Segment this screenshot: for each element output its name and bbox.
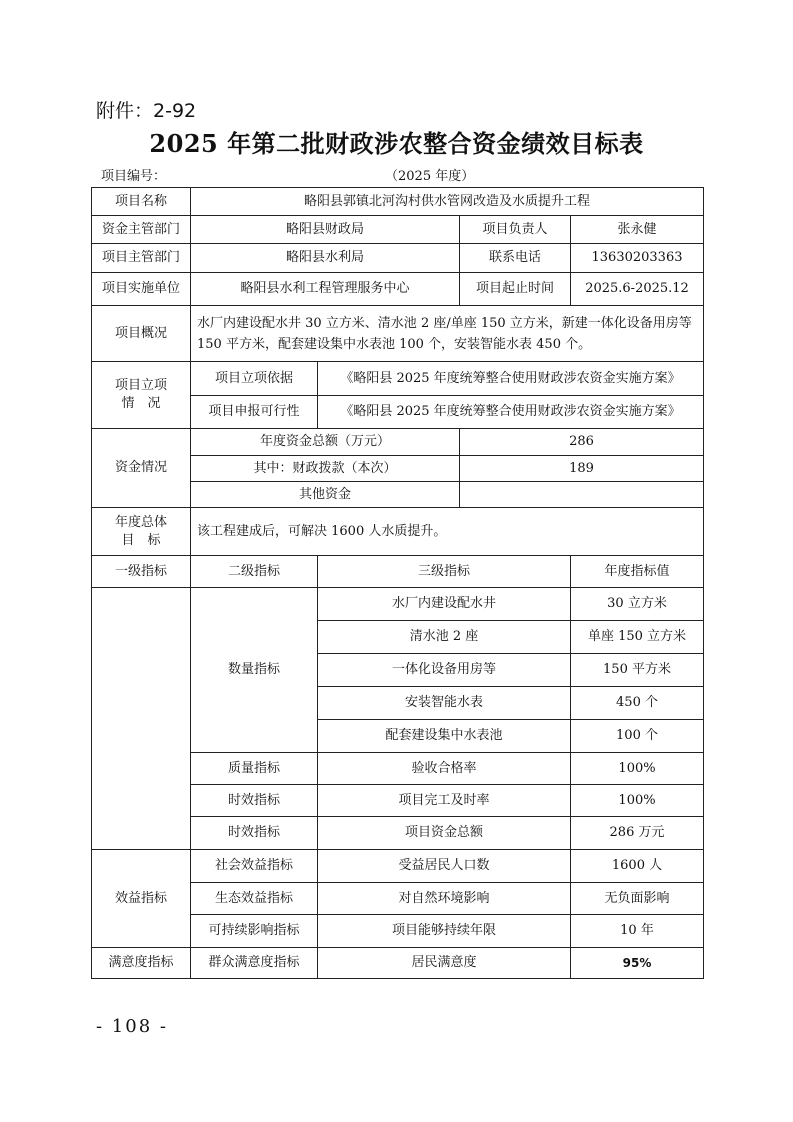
attachment-label: 附件：2-92 — [96, 100, 197, 122]
indicator-value: 单座 150 立方米 — [571, 621, 704, 654]
ecological-benefit-label: 生态效益指标 — [191, 883, 318, 915]
header-level3: 三级指标 — [318, 556, 571, 588]
benefit-indicator-label: 效益指标 — [92, 850, 191, 948]
leader-label: 项目负责人 — [460, 216, 571, 244]
table-row — [92, 306, 704, 362]
table-row — [92, 850, 704, 883]
indicator-name: 居民满意度 — [318, 948, 571, 979]
table-row — [92, 216, 704, 244]
approval-label-line2: 情 况 — [121, 396, 161, 411]
indicator-value: 150 平方米 — [571, 654, 704, 687]
indicator-value: 10 年 — [571, 915, 704, 948]
feasibility-value: 《略阳县 2025 年度统筹整合使用财政涉农资金实施方案》 — [318, 396, 704, 429]
phone-label: 联系电话 — [460, 244, 571, 273]
indicator-name: 项目完工及时率 — [318, 785, 571, 817]
page-number: - 108 - — [96, 1016, 168, 1037]
header-value: 年度指标值 — [571, 556, 704, 588]
goal-label-line2: 目 标 — [121, 532, 161, 548]
table-row — [92, 429, 704, 456]
indicator-name: 对自然环境影响 — [318, 883, 571, 915]
phone-value: 13630203363 — [571, 244, 704, 273]
sustainable-impact-label: 可持续影响指标 — [191, 915, 318, 948]
social-benefit-label: 社会效益指标 — [191, 850, 318, 883]
indicator-name: 水厂内建设配水井 — [318, 588, 571, 621]
impl-unit-value: 略阳县水利工程管理服务中心 — [191, 273, 460, 306]
indicator-name: 清水池 2 座 — [318, 621, 571, 654]
project-name-label: 项目名称 — [92, 188, 191, 216]
project-code-label: 项目编号： — [101, 169, 167, 184]
annual-total-label: 年度资金总额（万元） — [191, 429, 460, 456]
goal-label-line1: 年度总体 — [114, 514, 167, 530]
goal-value: 该工程建成后，可解决 1600 人水质提升。 — [191, 508, 704, 556]
quantity-indicator-label: 数量指标 — [191, 588, 318, 753]
indicator-name: 验收合格率 — [318, 753, 571, 785]
indicator-value: 无负面影响 — [571, 883, 704, 915]
approval-basis-value: 《略阳县 2025 年度统筹整合使用财政涉农资金实施方案》 — [318, 362, 704, 396]
indicator-name: 一体化设备用房等 — [318, 654, 571, 687]
table-row — [92, 588, 704, 621]
satisfaction-indicator-label: 满意度指标 — [92, 948, 191, 979]
indicator-value: 286 万元 — [571, 817, 704, 850]
indicator-name: 项目资金总额 — [318, 817, 571, 850]
table-row — [92, 508, 704, 556]
impl-unit-label: 项目实施单位 — [92, 273, 191, 306]
indicator-value: 1600 人 — [571, 850, 704, 883]
timeliness-indicator-label: 时效指标 — [191, 785, 318, 817]
fiscal-value: 189 — [460, 456, 704, 482]
overview-value: 水厂内建设配水井 30 立方米、清水池 2 座/单座 150 立方米，新建一体化设备用房等 150 平方米，配套建设集中水表池 100 个，安装智能水表 450 个。 — [191, 306, 704, 362]
project-dept-label: 项目主管部门 — [92, 244, 191, 273]
project-name-value: 略阳县郭镇北河沟村供水管网改造及水质提升工程 — [191, 188, 704, 216]
indicator-value: 450 个 — [571, 687, 704, 720]
header-level2: 二级指标 — [191, 556, 318, 588]
annual-total-value: 286 — [460, 429, 704, 456]
indicator-header-row — [92, 556, 704, 588]
indicator-name: 项目能够持续年限 — [318, 915, 571, 948]
funds-label: 资金情况 — [92, 429, 191, 508]
indicator-value: 100% — [571, 753, 704, 785]
period-value: 2025.6-2025.12 — [571, 273, 704, 306]
indicator-name: 安装智能水表 — [318, 687, 571, 720]
goal-label — [92, 508, 191, 556]
approval-label-line1: 项目立项 — [114, 378, 167, 393]
indicator-value: 95% — [571, 948, 704, 979]
timeliness-indicator-label: 时效指标 — [191, 817, 318, 850]
approval-label — [92, 362, 191, 429]
fund-dept-label: 资金主管部门 — [92, 216, 191, 244]
indicator-name: 配套建设集中水表池 — [318, 720, 571, 753]
performance-table — [91, 187, 704, 979]
leader-value: 张永健 — [571, 216, 704, 244]
table-row — [92, 188, 704, 216]
fund-dept-value: 略阳县财政局 — [191, 216, 460, 244]
public-satisfaction-label: 群众满意度指标 — [191, 948, 318, 979]
table-row — [92, 362, 704, 396]
indicator-value: 30 立方米 — [571, 588, 704, 621]
table-row — [92, 948, 704, 979]
quality-indicator-label: 质量指标 — [191, 753, 318, 785]
other-funds-value — [460, 482, 704, 508]
indicator-value: 100 个 — [571, 720, 704, 753]
year-label: （2025 年度） — [385, 169, 475, 184]
project-dept-value: 略阳县水利局 — [191, 244, 460, 273]
output-indicator-cell — [92, 588, 191, 850]
indicator-value: 100% — [571, 785, 704, 817]
feasibility-label: 项目申报可行性 — [191, 396, 318, 429]
table-row — [92, 244, 704, 273]
table-row — [92, 273, 704, 306]
indicator-name: 受益居民人口数 — [318, 850, 571, 883]
fiscal-label: 其中：财政拨款（本次） — [191, 456, 460, 482]
header-level1: 一级指标 — [92, 556, 191, 588]
overview-label: 项目概况 — [92, 306, 191, 362]
other-funds-label: 其他资金 — [191, 482, 460, 508]
period-label: 项目起止时间 — [460, 273, 571, 306]
approval-basis-label: 项目立项依据 — [191, 362, 318, 396]
document-title: 2025 年第二批财政涉农整合资金绩效目标表 — [149, 129, 644, 158]
